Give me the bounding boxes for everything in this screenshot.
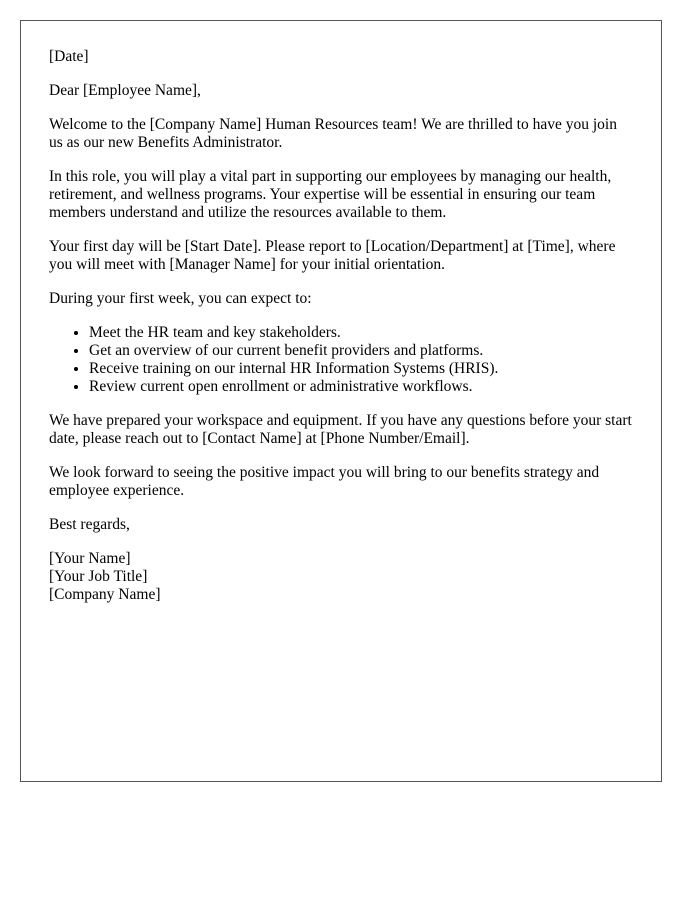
list-item: • Receive training on our internal HR Information Systems (HRIS). <box>89 360 633 378</box>
salutation: Dear [Employee Name], <box>49 82 201 99</box>
signature-company: [Company Name] <box>49 586 161 603</box>
list-item: • Review current open enrollment or administrative workflows. <box>89 378 633 396</box>
list-item: • Meet the HR team and key stakeholders. <box>89 324 633 342</box>
letter-date: [Date] <box>49 48 89 65</box>
list-item: • Get an overview of our current benefit providers and platforms. <box>89 342 633 360</box>
signature-block <box>49 550 633 604</box>
workspace-paragraph: We have prepared your workspace and equipment. If you have any questions before your start date, please reach out to [Contact Name] at [Phone Number/Email]. <box>49 412 632 447</box>
first-week-intro: During your first week, you can expect to: <box>49 290 312 307</box>
signature-name: [Your Name] <box>49 550 131 567</box>
intro-paragraph: Welcome to the [Company Name] Human Resources team! We are thrilled to have you join us as our new Benefits Administrator. <box>49 116 617 151</box>
first-week-list <box>49 324 633 396</box>
signature-title: [Your Job Title] <box>49 568 148 585</box>
sign-off: Best regards, <box>49 516 130 533</box>
welcome-letter <box>20 20 662 782</box>
closing-paragraph: We look forward to seeing the positive impact you will bring to our benefits strategy and employee experience. <box>49 464 600 499</box>
role-paragraph: In this role, you will play a vital part in supporting our employees by managing our health, retirement, and wellness programs. Your expertise will be essential in ensuring our team members understand and utilize the resources available to them. <box>49 168 612 221</box>
first-day-paragraph: Your first day will be [Start Date]. Please report to [Location/Department] at [Time], where you will meet with [Manager Name] for your initial orientation. <box>49 238 616 273</box>
